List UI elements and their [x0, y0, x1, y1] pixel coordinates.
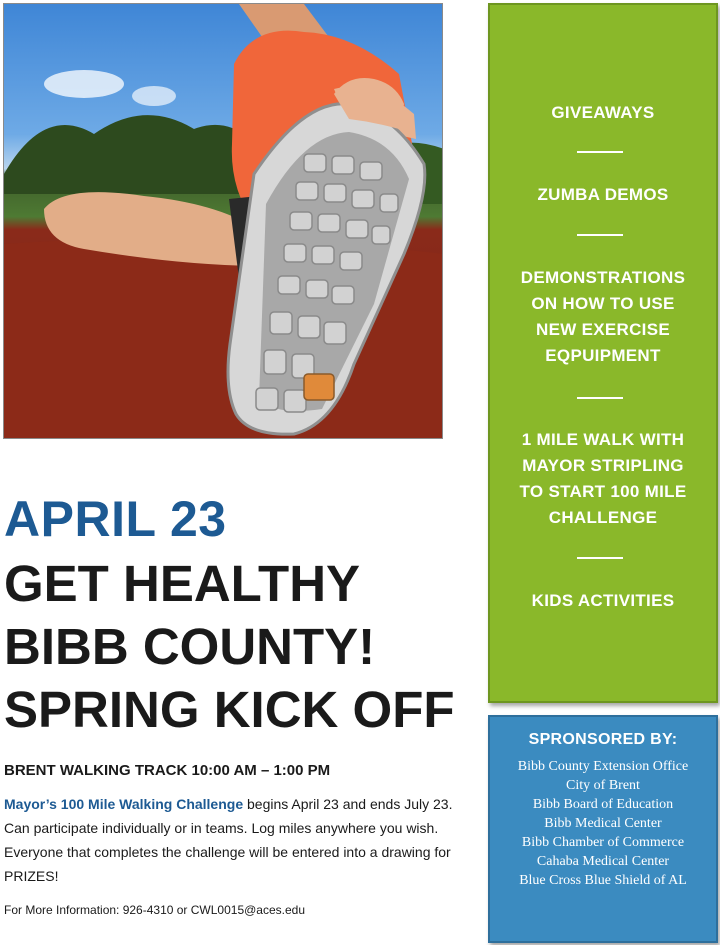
- contact-info: For More Information: 926-4310 or CWL0015@aces.edu: [4, 903, 306, 917]
- challenge-text: begins April 23 and ends July 23. Can participate individually or in teams. Log miles anywhere you wish. Everyone that completes the challenge will be entered into a drawing for PRIZES!: [4, 796, 453, 884]
- events-panel: [488, 3, 718, 703]
- sponsor-item: Bibb County Extension Office: [517, 759, 689, 774]
- headline: [4, 552, 484, 741]
- sponsors-list: [490, 757, 716, 890]
- event-demonstrations-line-3: NEW EXERCISE: [536, 320, 670, 339]
- event-demonstrations-line-2: ON HOW TO USE: [531, 294, 675, 313]
- headline-line-3: SPRING KICK OFF: [4, 681, 455, 738]
- event-zumba: ZUMBA DEMOS: [537, 185, 669, 204]
- sponsor-item: Cahaba Medical Center: [536, 854, 670, 869]
- separator: [577, 234, 623, 236]
- event-kids-activities: KIDS ACTIVITIES: [531, 591, 675, 610]
- headline-line-1: GET HEALTHY: [4, 555, 361, 612]
- sponsor-item: Bibb Board of Education: [532, 797, 674, 812]
- venue-time: BRENT WALKING TRACK 10:00 AM – 1:00 PM: [4, 762, 331, 779]
- sponsors-panel: [488, 715, 718, 943]
- sponsor-item: City of Brent: [566, 778, 640, 793]
- event-date: APRIL 23: [4, 491, 227, 547]
- event-demonstrations-line-4: EQPUIPMENT: [545, 346, 661, 365]
- sponsor-item: Blue Cross Blue Shield of AL: [519, 873, 687, 888]
- separator: [577, 557, 623, 559]
- runner-photo: [3, 3, 443, 439]
- event-giveaways: GIVEAWAYS: [551, 103, 655, 122]
- event-mile-walk-line-1: 1 MILE WALK WITH: [521, 430, 685, 449]
- challenge-paragraph: [4, 792, 476, 888]
- headline-line-2: BIBB COUNTY!: [4, 618, 376, 675]
- sponsors-title: SPRONSORED BY:: [528, 731, 678, 748]
- separator: [577, 397, 623, 399]
- event-mile-walk-line-3: TO START 100 MILE: [519, 482, 687, 501]
- event-mile-walk-line-2: MAYOR STRIPLING: [522, 456, 684, 475]
- sponsor-item: Bibb Chamber of Commerce: [521, 835, 685, 850]
- challenge-name: Mayor’s 100 Mile Walking Challenge: [4, 796, 244, 812]
- event-mile-walk-line-4: CHALLENGE: [548, 508, 658, 527]
- separator: [577, 151, 623, 153]
- event-demonstrations-line-1: DEMONSTRATIONS: [520, 268, 686, 287]
- sponsor-item: Bibb Medical Center: [544, 816, 662, 831]
